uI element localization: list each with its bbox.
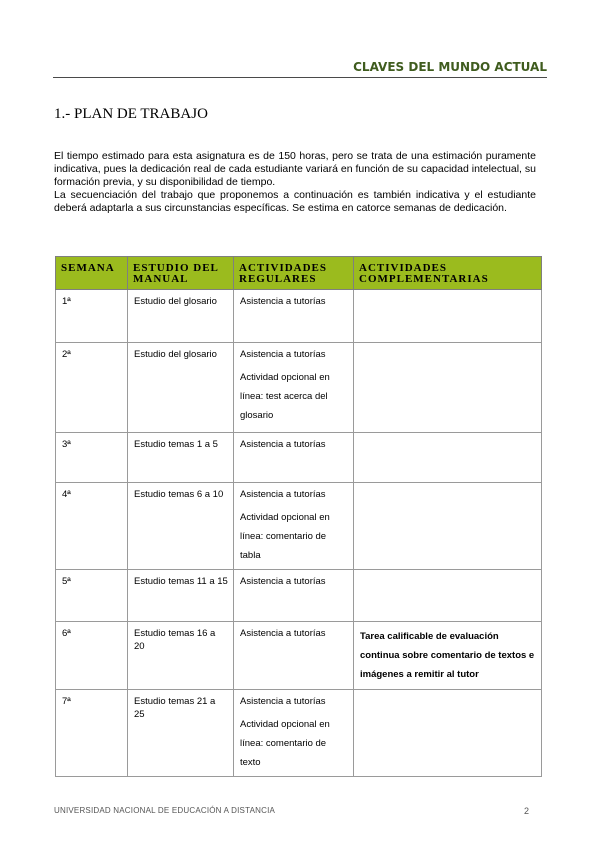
table-row	[56, 690, 542, 777]
regular-text: Asistencia a tutorías	[240, 696, 326, 707]
table-header-row	[56, 257, 542, 290]
cell-estudio: Estudio del glosario	[128, 290, 234, 343]
regular-text: Asistencia a tutorías	[240, 296, 326, 307]
intro-paragraph-2: La secuenciación del trabajo que proponemos a continuación es también indicativa y el estudiante deberá adaptarla a sus circunstancias específicas. Se estima en catorce semanas de dedicación.	[54, 189, 536, 214]
cell-regular	[234, 290, 354, 343]
regular-text: Asistencia a tutorías	[240, 628, 326, 639]
regular-text: Asistencia a tutorías	[240, 576, 326, 587]
header-rule	[53, 77, 547, 78]
table-row	[56, 483, 542, 570]
cell-estudio: Estudio temas 21 a 25	[128, 690, 234, 777]
cell-estudio: Estudio temas 11 a 15	[128, 570, 234, 622]
table-row	[56, 433, 542, 483]
regular-extra-text: Actividad opcional en línea: test acerca del glosario	[240, 372, 330, 421]
cell-semana: 3ª	[56, 433, 128, 483]
regular-extra-text: Actividad opcional en línea: comentario de texto	[240, 719, 330, 768]
cell-semana: 6ª	[56, 622, 128, 690]
cell-complementaria	[354, 433, 542, 483]
cell-estudio: Estudio temas 1 a 5	[128, 433, 234, 483]
cell-semana: 7ª	[56, 690, 128, 777]
cell-regular	[234, 690, 354, 777]
table-row	[56, 622, 542, 690]
footer-page-number: 2	[523, 806, 529, 816]
section-title: 1.- PLAN DE TRABAJO	[54, 106, 208, 122]
header-estudio: ESTUDIO DEL MANUAL	[128, 257, 234, 290]
header-semana: SEMANA	[56, 257, 128, 290]
cell-estudio: Estudio temas 6 a 10	[128, 483, 234, 570]
header-complementarias: ACTIVIDADES COMPLEMENTARIAS	[354, 257, 542, 290]
cell-regular	[234, 483, 354, 570]
cell-estudio: Estudio temas 16 a 20	[128, 622, 234, 690]
cell-complementaria	[354, 343, 542, 433]
intro-paragraph-1: El tiempo estimado para esta asignatura es de 150 horas, pero se trata de una estimación puramente indicativa, pues la dedicación real de cada estudiante variará en función de su capacidad intelectual, su formación previa, y su disponibilidad de tiempo.	[54, 150, 536, 188]
cell-complementaria	[354, 622, 542, 690]
cell-semana: 4ª	[56, 483, 128, 570]
cell-complementaria	[354, 690, 542, 777]
regular-extra-text: Actividad opcional en línea: comentario de tabla	[240, 512, 330, 561]
cell-regular	[234, 570, 354, 622]
cell-semana: 2ª	[56, 343, 128, 433]
cell-complementaria	[354, 290, 542, 343]
regular-text: Asistencia a tutorías	[240, 439, 326, 450]
table-row	[56, 570, 542, 622]
work-plan-table	[55, 256, 542, 777]
regular-text: Asistencia a tutorías	[240, 489, 326, 500]
cell-semana: 1ª	[56, 290, 128, 343]
cell-regular	[234, 343, 354, 433]
cell-regular	[234, 433, 354, 483]
table-row	[56, 290, 542, 343]
page-header-title: CLAVES DEL MUNDO ACTUAL	[353, 60, 547, 74]
complementaria-text: Tarea calificable de evaluación continua sobre comentario de textos e imágenes a remitir al tutor	[360, 631, 535, 680]
table-row	[56, 343, 542, 433]
cell-complementaria	[354, 570, 542, 622]
header-regulares: ACTIVIDADES REGULARES	[234, 257, 354, 290]
cell-estudio: Estudio del glosario	[128, 343, 234, 433]
cell-regular	[234, 622, 354, 690]
regular-text: Asistencia a tutorías	[240, 349, 326, 360]
cell-complementaria	[354, 483, 542, 570]
cell-semana: 5ª	[56, 570, 128, 622]
intro-text	[54, 150, 536, 215]
footer-institution: UNIVERSIDAD NACIONAL DE EDUCACIÓN A DISTANCIA	[54, 806, 276, 815]
